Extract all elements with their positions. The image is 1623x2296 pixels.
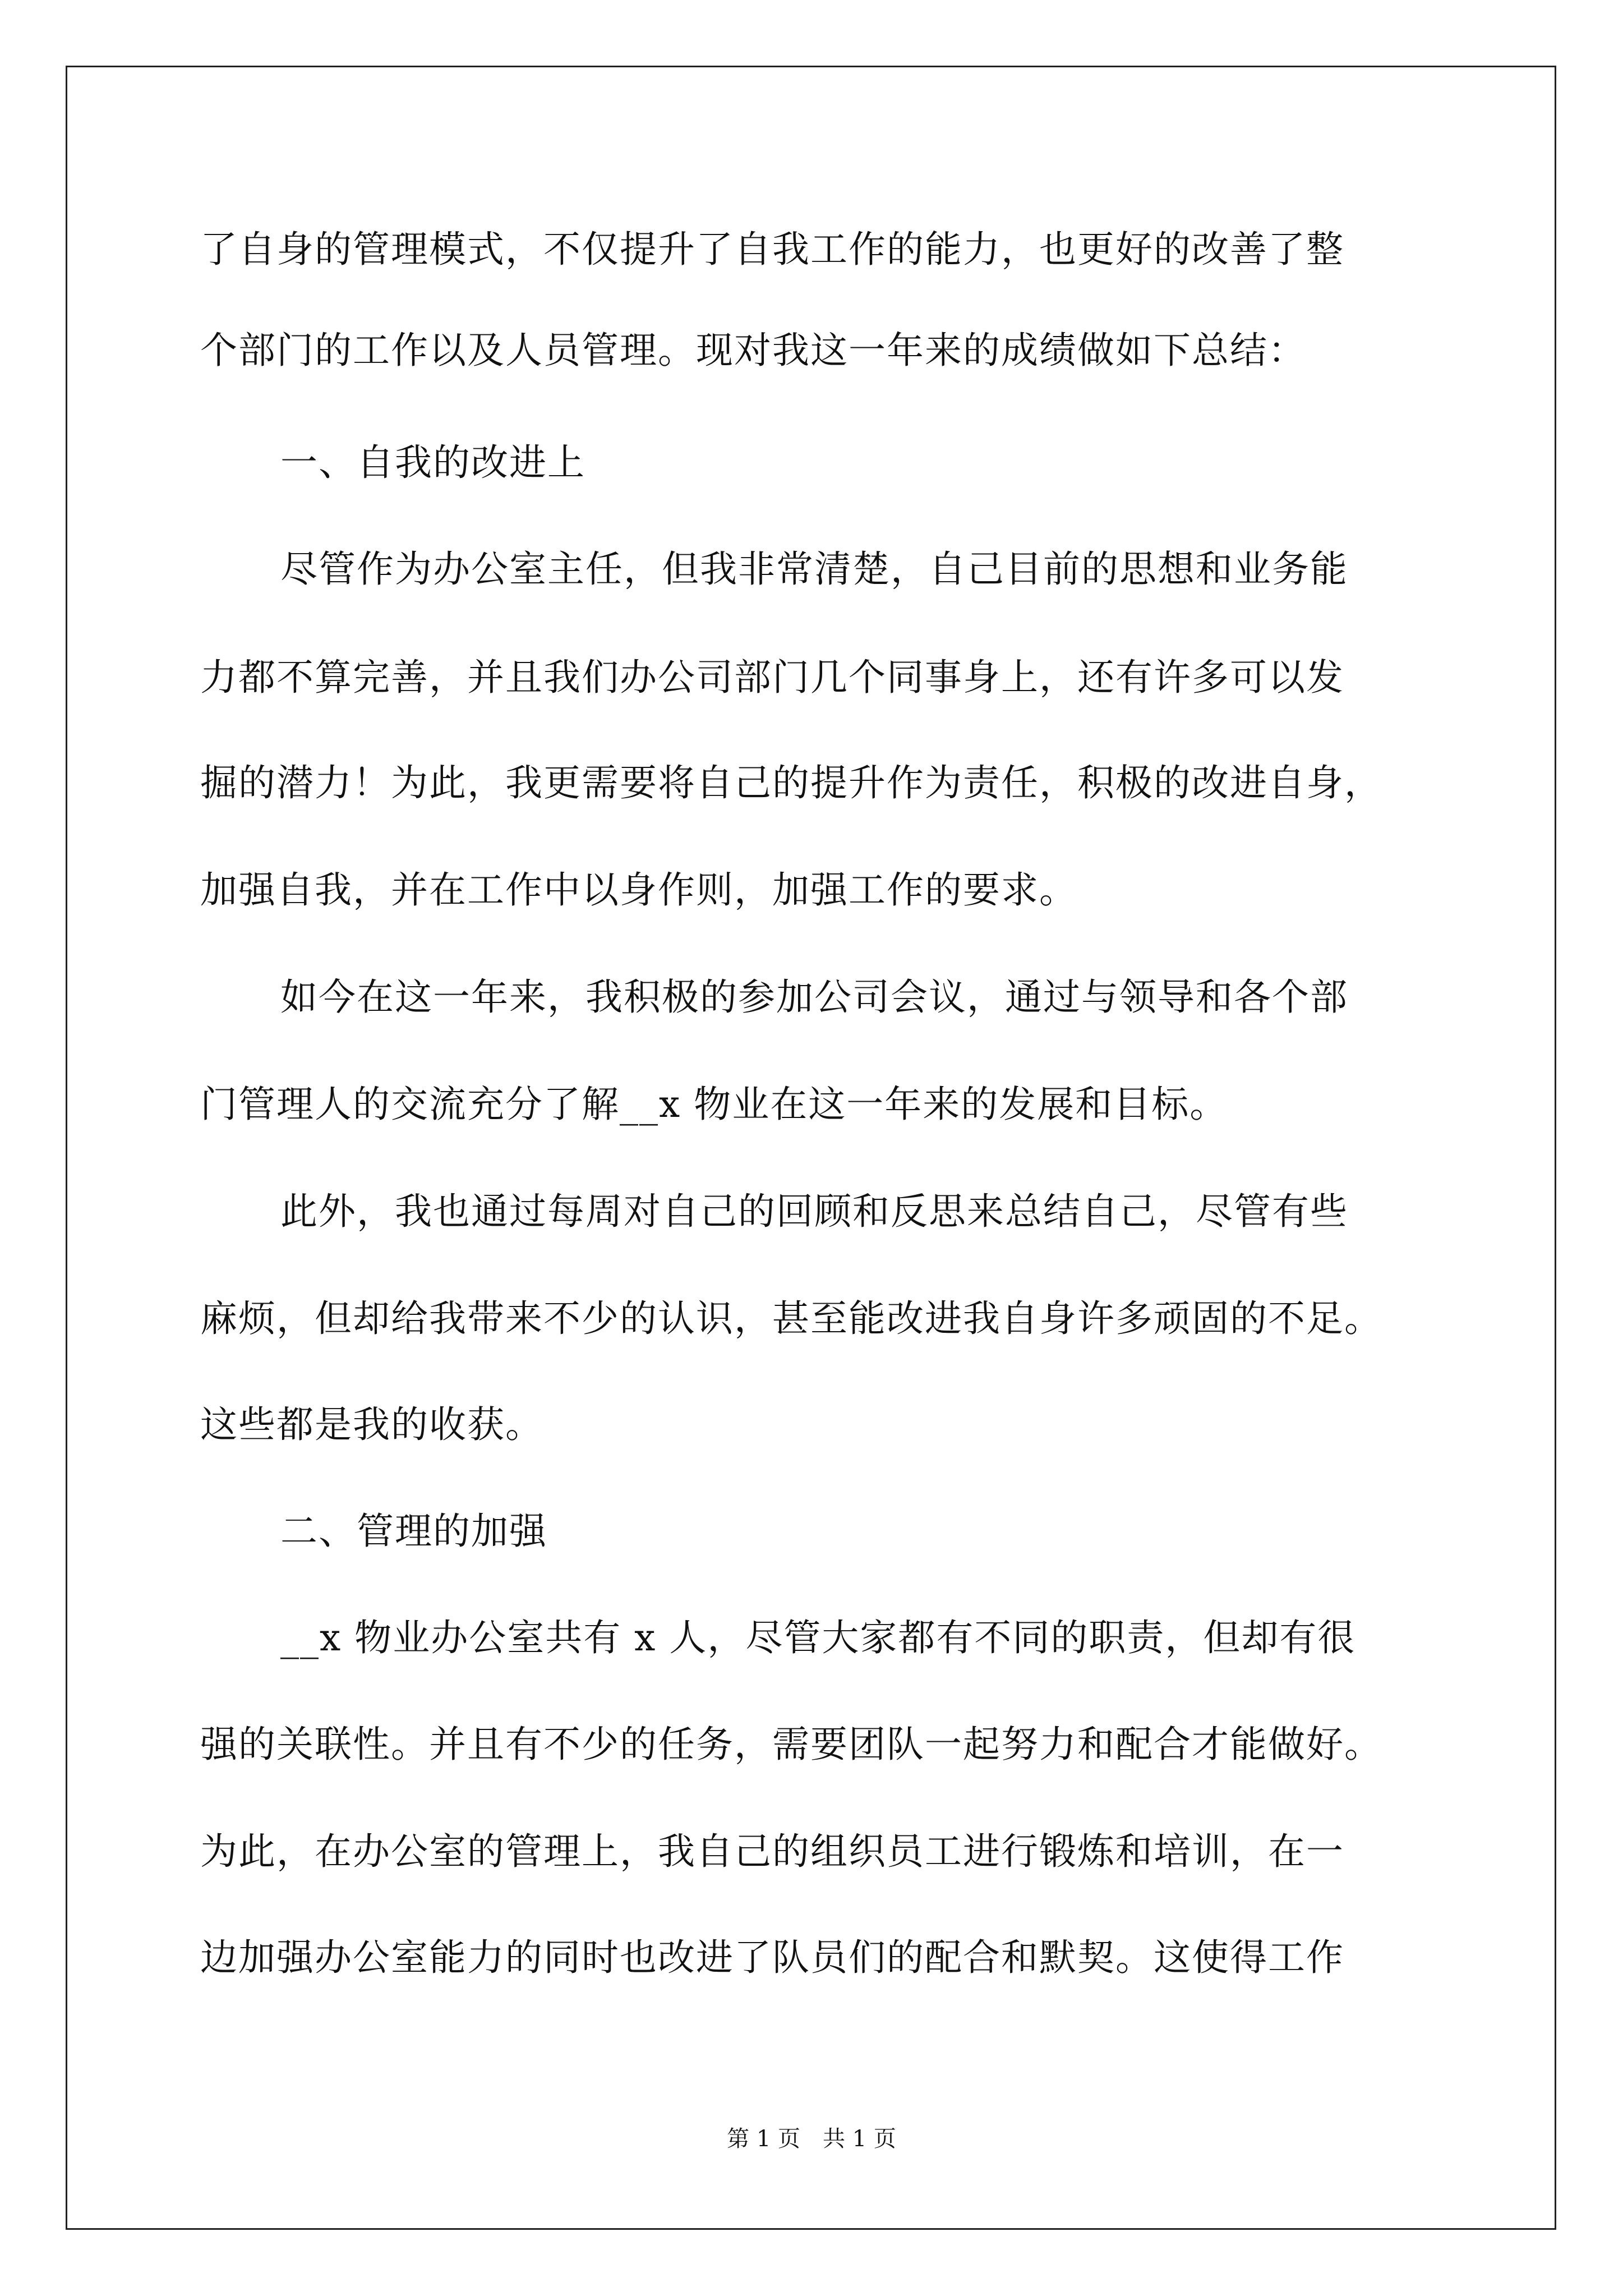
section-heading-2: 二、管理的加强 <box>280 1510 547 1553</box>
section-heading-1: 一、自我的改进上 <box>280 441 585 484</box>
body-line-1: 了自身的管理模式，不仅提升了自我工作的能力，也更好的改善了整 <box>200 228 1344 271</box>
page-number-current: 第 1 页 <box>727 2126 800 2152</box>
body-line-14: __x 物业办公室共有 x 人，尽管大家都有不同的职责，但却有很 <box>280 1616 1356 1659</box>
body-line-2: 个部门的工作以及人员管理。现对我这一年来的成绩做如下总结： <box>200 329 1306 372</box>
body-line-9: 门管理人的交流充分了解__x 物业在这一年来的发展和目标。 <box>200 1083 1228 1126</box>
body-line-10: 此外，我也通过每周对自己的回顾和反思来总结自己，尽管有些 <box>280 1190 1348 1233</box>
body-line-8: 如今在这一年来，我积极的参加公司会议，通过与领导和各个部 <box>280 976 1348 1019</box>
body-line-5: 力都不算完善，并且我们办公司部门几个同事身上，还有许多可以发 <box>200 656 1344 699</box>
page-footer <box>0 2123 1623 2155</box>
body-line-6: 掘的潜力！为此，我更需要将自己的提升作为责任，积极的改进自身， <box>200 761 1382 804</box>
body-line-11: 麻烦，但却给我带来不少的认识，甚至能改进我自身许多顽固的不足。 <box>200 1297 1382 1340</box>
body-line-17: 边加强办公室能力的同时也改进了队员们的配合和默契。这使得工作 <box>200 1936 1344 1979</box>
body-line-15: 强的关联性。并且有不少的任务，需要团队一起努力和配合才能做好。 <box>200 1723 1382 1766</box>
body-line-7: 加强自我，并在工作中以身作则，加强工作的要求。 <box>200 868 1077 912</box>
page-frame <box>66 66 1556 2230</box>
body-line-4: 尽管作为办公室主任，但我非常清楚，自己目前的思想和业务能 <box>280 547 1348 591</box>
body-line-12: 这些都是我的收获。 <box>200 1403 543 1446</box>
body-line-16: 为此，在办公室的管理上，我自己的组织员工进行锻炼和培训，在一 <box>200 1830 1344 1873</box>
page-number-total: 共 1 页 <box>823 2126 896 2152</box>
